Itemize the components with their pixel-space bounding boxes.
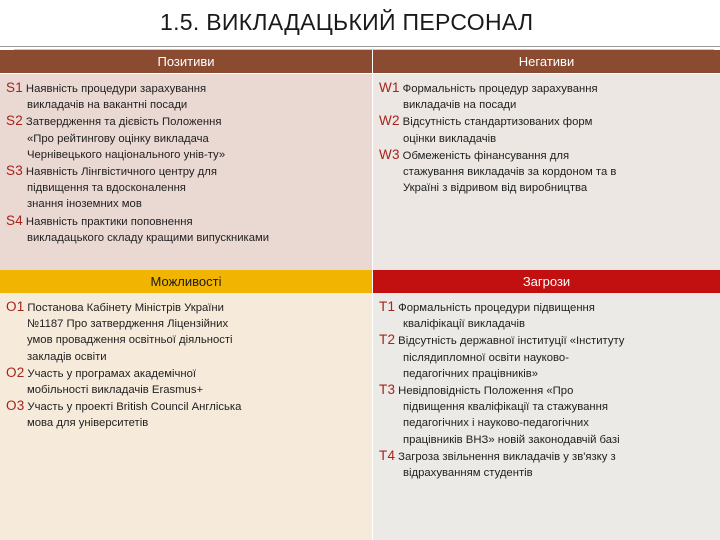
threats-item-text: Загроза звільнення викладачів у зв'язку з — [398, 450, 616, 463]
negatives-item-code: W1 — [379, 80, 400, 95]
opportunities-item-continuation: мобільності викладачів Erasmus+ — [27, 384, 204, 397]
positives-item-first-line — [6, 80, 366, 97]
positives-item-first-line — [6, 163, 366, 180]
negatives-item-first-line — [379, 147, 714, 164]
title-divider — [0, 46, 720, 47]
negatives-item-text: Обмеженість фінансування для — [402, 149, 570, 162]
negatives-item-continuation: викладачів на посади — [403, 99, 517, 112]
threats-item-continuation: педагогічних і науково-педагогічних — [403, 417, 589, 430]
positives-item-text: Наявність практики поповнення — [25, 215, 193, 228]
threats-cell — [373, 293, 720, 540]
opportunities-item-code: O1 — [6, 299, 25, 314]
negatives-item-first-line — [379, 80, 714, 97]
positives-item-code: S1 — [6, 80, 23, 95]
opportunities-header: Можливості — [0, 270, 372, 293]
positives-item-continuation: знання іноземних мов — [27, 198, 142, 211]
threats-item-continuation: педагогічних працівників» — [403, 367, 538, 380]
positives-item — [6, 163, 366, 213]
opportunities-item — [6, 365, 366, 398]
opportunities-item-first-line — [6, 299, 366, 316]
threats-item-code: T2 — [379, 332, 396, 348]
positives-item-text: Затвердження та дієвість Положення — [25, 116, 222, 129]
threats-item-code: T4 — [379, 447, 396, 463]
swot-table — [0, 50, 720, 540]
positives-item — [6, 80, 366, 113]
negatives-item-first-line — [379, 113, 714, 130]
positives-item — [6, 213, 366, 246]
opportunities-item-code: O3 — [6, 398, 25, 414]
opportunities-item-code: O2 — [6, 364, 25, 380]
positives-item-continuation: викладацького складу кращими випускниками — [27, 231, 270, 244]
negatives-item — [379, 113, 714, 146]
opportunities-item-first-line — [6, 365, 366, 382]
opportunities-item — [6, 299, 366, 365]
positives-item-continuation: підвищення та вдосконалення — [27, 182, 186, 195]
negatives-item-continuation: оцінки викладачів — [403, 132, 497, 145]
negatives-item — [379, 80, 714, 113]
threats-item-continuation: підвищення кваліфікації та стажування — [403, 401, 608, 414]
opportunities-item-continuation: №1187 Про затвердження Ліцензійних — [27, 318, 229, 331]
opportunities-item-continuation: мова для університетів — [27, 417, 149, 430]
positives-item-first-line — [6, 213, 366, 230]
threats-header: Загрози — [373, 270, 720, 293]
threats-item-first-line — [379, 299, 714, 316]
positives-item — [6, 113, 366, 163]
positives-item-code: S4 — [6, 212, 23, 228]
positives-item-code: S2 — [6, 113, 23, 129]
threats-item-text: Формальність процедури підвищення — [398, 302, 595, 314]
threats-item-text: Невідповідність Положення «Про — [398, 385, 574, 398]
negatives-item-text: Формальність процедур зарахування — [402, 83, 598, 95]
threats-item-code: T1 — [379, 299, 396, 314]
threats-item-first-line — [379, 332, 714, 349]
opportunities-item-text: Участь у проекті British Council Англіська — [27, 401, 242, 414]
positives-item-first-line — [6, 113, 366, 130]
positives-item-continuation: Чернівецького національного унів-ту» — [27, 148, 226, 161]
positives-item-continuation: «Про рейтингову оцінку викладача — [27, 132, 209, 145]
threats-item — [379, 299, 714, 332]
opportunities-item-continuation: умов провадження освітньої діяльності — [27, 334, 233, 347]
negatives-header: Негативи — [373, 50, 720, 73]
threats-item-continuation: кваліфікації викладачів — [403, 318, 526, 331]
opportunities-cell — [0, 293, 372, 540]
negatives-item-continuation: стажування викладачів за кордоном та в — [403, 166, 617, 179]
positives-item-code: S3 — [6, 163, 23, 179]
positives-item-text: Наявність Лінгвістичного центру для — [25, 166, 217, 179]
negatives-item-continuation: Україні з відривом від виробництва — [403, 182, 588, 195]
positives-cell — [0, 74, 372, 270]
threats-item — [379, 382, 714, 448]
threats-item-continuation: відрахуванням студентів — [403, 467, 533, 480]
negatives-item-text: Відсутність стандартизованих форм — [402, 116, 593, 129]
opportunities-item-first-line — [6, 398, 366, 415]
slide-title: 1.5. ВИКЛАДАЦЬКИЙ ПЕРСОНАЛ — [160, 9, 534, 35]
positives-item-text: Наявність процедури зарахування — [25, 83, 207, 95]
positives-item-continuation: викладачів на вакантні посади — [27, 99, 188, 112]
opportunities-item-text: Участь у програмах академічної — [27, 367, 197, 380]
negatives-item-code: W3 — [379, 146, 400, 162]
opportunities-item — [6, 398, 366, 431]
threats-item-text: Відсутність державної інституції «Інституту — [398, 335, 625, 348]
negatives-item-code: W2 — [379, 113, 400, 129]
threats-item — [379, 448, 714, 481]
negatives-cell — [373, 74, 720, 270]
threats-item-first-line — [379, 382, 714, 399]
opportunities-item-continuation: закладів освіти — [27, 350, 107, 363]
threats-item-code: T3 — [379, 382, 396, 398]
threats-item-continuation: післядипломної освіти науково- — [403, 351, 569, 364]
negatives-item — [379, 147, 714, 197]
positives-header: Позитиви — [0, 50, 372, 73]
threats-item-first-line — [379, 448, 714, 465]
threats-item — [379, 332, 714, 382]
opportunities-item-text: Постанова Кабінету Міністрів України — [27, 302, 224, 314]
title-bar — [0, 0, 720, 48]
threats-item-continuation: працівників ВНЗ» новій законодавчій базі — [403, 433, 620, 446]
